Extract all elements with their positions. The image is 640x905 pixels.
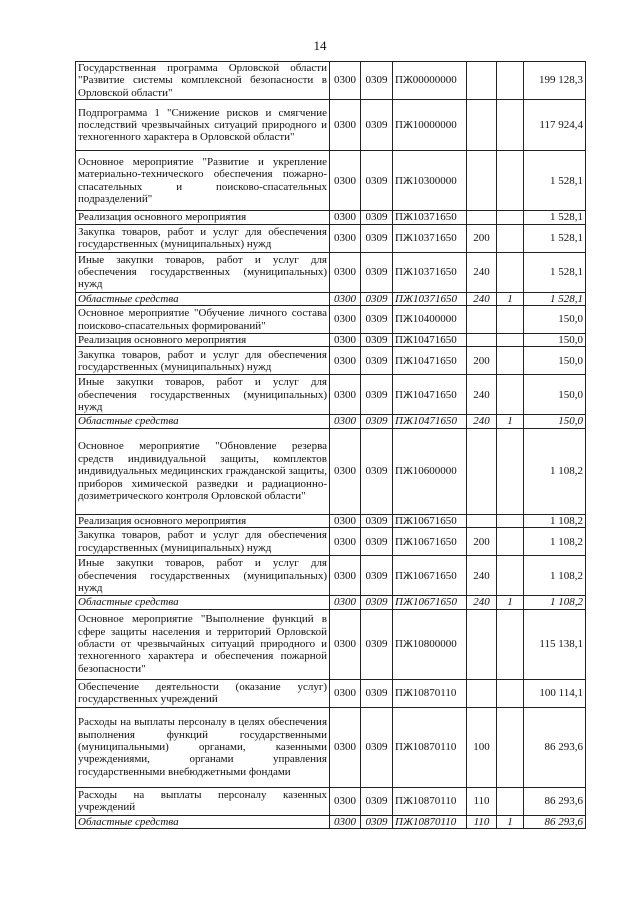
expense-type-cell: 240 xyxy=(467,252,497,292)
target-article-cell: ПЖ10671650 xyxy=(393,528,467,556)
section-code-cell: 0300 xyxy=(330,306,361,334)
subsection-code-cell: 0309 xyxy=(361,609,393,679)
subsection-code-cell: 0309 xyxy=(361,292,393,305)
section-code-cell: 0300 xyxy=(330,707,361,787)
target-article-cell: ПЖ10471650 xyxy=(393,415,467,428)
table-row xyxy=(76,334,586,347)
fund-source-cell xyxy=(497,347,524,375)
section-code-cell: 0300 xyxy=(330,528,361,556)
fund-source-cell xyxy=(497,375,524,415)
row-name-cell: Обеспечение деятельности (оказание услуг) государственных учреждений xyxy=(76,679,330,707)
amount-cell: 150,0 xyxy=(524,347,586,375)
section-code-cell: 0300 xyxy=(330,292,361,305)
row-name-cell: Основное мероприятие "Обновление резерва средств индивидуальной защиты, комплектов индивидуальных медицинских гражданской защиты, приборов химической разведки и радиационно-дозиметрического контроля Орловской области" xyxy=(76,428,330,514)
section-code-cell: 0300 xyxy=(330,609,361,679)
expense-type-cell: 240 xyxy=(467,596,497,609)
subsection-code-cell: 0309 xyxy=(361,707,393,787)
amount-cell: 1 528,1 xyxy=(524,151,586,211)
row-name-cell: Закупка товаров, работ и услуг для обеспечения государственных (муниципальных) нужд xyxy=(76,224,330,252)
row-name-cell: Областные средства xyxy=(76,292,330,305)
fund-source-cell xyxy=(497,62,524,100)
row-name-cell: Основное мероприятие "Развитие и укрепление материально-технического обеспечения пожарно-спасательных и поисково-спасательных подразделений" xyxy=(76,151,330,211)
row-name-cell: Реализация основного мероприятия xyxy=(76,211,330,224)
fund-source-cell xyxy=(497,306,524,334)
subsection-code-cell: 0309 xyxy=(361,415,393,428)
expense-type-cell xyxy=(467,62,497,100)
target-article-cell: ПЖ10371650 xyxy=(393,252,467,292)
expense-type-cell: 200 xyxy=(467,528,497,556)
amount-cell: 1 108,2 xyxy=(524,596,586,609)
subsection-code-cell: 0309 xyxy=(361,787,393,815)
target-article-cell: ПЖ10371650 xyxy=(393,292,467,305)
regional-funds-row xyxy=(76,292,586,305)
regional-funds-row xyxy=(76,415,586,428)
table-row xyxy=(76,679,586,707)
expense-type-cell xyxy=(467,211,497,224)
subsection-code-cell: 0309 xyxy=(361,211,393,224)
row-name-cell: Иные закупки товаров, работ и услуг для обеспечения государственных (муниципальных) нужд xyxy=(76,556,330,596)
row-name-cell: Закупка товаров, работ и услуг для обеспечения государственных (муниципальных) нужд xyxy=(76,347,330,375)
row-name-cell: Расходы на выплаты персоналу казенных учреждений xyxy=(76,787,330,815)
target-article-cell: ПЖ10671650 xyxy=(393,596,467,609)
amount-cell: 1 528,1 xyxy=(524,252,586,292)
row-name-cell: Основное мероприятие "Обучение личного состава поисково-спасательных формирований" xyxy=(76,306,330,334)
subsection-code-cell: 0309 xyxy=(361,679,393,707)
target-article-cell: ПЖ10000000 xyxy=(393,100,467,151)
table-row xyxy=(76,224,586,252)
fund-source-cell: 1 xyxy=(497,596,524,609)
table-row xyxy=(76,528,586,556)
expense-type-cell xyxy=(467,609,497,679)
table-row xyxy=(76,151,586,211)
fund-source-cell xyxy=(497,252,524,292)
fund-source-cell xyxy=(497,428,524,514)
table-row xyxy=(76,556,586,596)
fund-source-cell xyxy=(497,224,524,252)
row-name-cell: Расходы на выплаты персоналу в целях обеспечения выполнения функций государственными (муниципальными) органами, казенными учреждениями, органами управления государственными внебюджетными фондами xyxy=(76,707,330,787)
section-code-cell: 0300 xyxy=(330,347,361,375)
target-article-cell: ПЖ10870110 xyxy=(393,815,467,828)
section-code-cell: 0300 xyxy=(330,334,361,347)
row-name-cell: Закупка товаров, работ и услуг для обеспечения государственных (муниципальных) нужд xyxy=(76,528,330,556)
amount-cell: 199 128,3 xyxy=(524,62,586,100)
amount-cell: 86 293,6 xyxy=(524,787,586,815)
fund-source-cell: 1 xyxy=(497,415,524,428)
target-article-cell: ПЖ10471650 xyxy=(393,347,467,375)
row-name-cell: Иные закупки товаров, работ и услуг для обеспечения государственных (муниципальных) нужд xyxy=(76,375,330,415)
subsection-code-cell: 0309 xyxy=(361,528,393,556)
expense-type-cell: 240 xyxy=(467,415,497,428)
expense-type-cell xyxy=(467,428,497,514)
row-name-cell: Областные средства xyxy=(76,596,330,609)
target-article-cell: ПЖ10870110 xyxy=(393,679,467,707)
target-article-cell: ПЖ10870110 xyxy=(393,787,467,815)
fund-source-cell xyxy=(497,707,524,787)
fund-source-cell xyxy=(497,787,524,815)
row-name-cell: Иные закупки товаров, работ и услуг для обеспечения государственных (муниципальных) нужд xyxy=(76,252,330,292)
table-row xyxy=(76,252,586,292)
table-row xyxy=(76,428,586,514)
section-code-cell: 0300 xyxy=(330,224,361,252)
table-row xyxy=(76,707,586,787)
target-article-cell: ПЖ00000000 xyxy=(393,62,467,100)
expense-type-cell xyxy=(467,334,497,347)
target-article-cell: ПЖ10671650 xyxy=(393,556,467,596)
table-row xyxy=(76,787,586,815)
target-article-cell: ПЖ10371650 xyxy=(393,211,467,224)
amount-cell: 150,0 xyxy=(524,415,586,428)
fund-source-cell xyxy=(497,609,524,679)
amount-cell: 1 108,2 xyxy=(524,556,586,596)
row-name-cell: Подпрограмма 1 "Снижение рисков и смягчение последствий чрезвычайных ситуаций природного и техногенного характера в Орловской области" xyxy=(76,100,330,151)
section-code-cell: 0300 xyxy=(330,596,361,609)
row-name-cell: Областные средства xyxy=(76,815,330,828)
section-code-cell: 0300 xyxy=(330,375,361,415)
subsection-code-cell: 0309 xyxy=(361,347,393,375)
subsection-code-cell: 0309 xyxy=(361,428,393,514)
subsection-code-cell: 0309 xyxy=(361,100,393,151)
subsection-code-cell: 0309 xyxy=(361,62,393,100)
amount-cell: 1 528,1 xyxy=(524,211,586,224)
section-code-cell: 0300 xyxy=(330,100,361,151)
fund-source-cell xyxy=(497,679,524,707)
regional-funds-row xyxy=(76,815,586,828)
expense-type-cell: 110 xyxy=(467,815,497,828)
section-code-cell: 0300 xyxy=(330,815,361,828)
expense-type-cell: 240 xyxy=(467,292,497,305)
expense-type-cell: 200 xyxy=(467,347,497,375)
amount-cell: 117 924,4 xyxy=(524,100,586,151)
section-code-cell: 0300 xyxy=(330,556,361,596)
expense-type-cell: 100 xyxy=(467,707,497,787)
subsection-code-cell: 0309 xyxy=(361,334,393,347)
section-code-cell: 0300 xyxy=(330,211,361,224)
fund-source-cell xyxy=(497,100,524,151)
target-article-cell: ПЖ10300000 xyxy=(393,151,467,211)
row-name-cell: Реализация основного мероприятия xyxy=(76,334,330,347)
budget-table-body xyxy=(76,62,586,829)
target-article-cell: ПЖ10371650 xyxy=(393,224,467,252)
expense-type-cell: 240 xyxy=(467,375,497,415)
section-code-cell: 0300 xyxy=(330,428,361,514)
expense-type-cell xyxy=(467,514,497,527)
section-code-cell: 0300 xyxy=(330,514,361,527)
amount-cell: 150,0 xyxy=(524,375,586,415)
amount-cell: 1 108,2 xyxy=(524,514,586,527)
amount-cell: 150,0 xyxy=(524,334,586,347)
subsection-code-cell: 0309 xyxy=(361,596,393,609)
regional-funds-row xyxy=(76,596,586,609)
subsection-code-cell: 0309 xyxy=(361,306,393,334)
fund-source-cell: 1 xyxy=(497,815,524,828)
section-code-cell: 0300 xyxy=(330,415,361,428)
subsection-code-cell: 0309 xyxy=(361,514,393,527)
subsection-code-cell: 0309 xyxy=(361,556,393,596)
table-row xyxy=(76,514,586,527)
expense-type-cell xyxy=(467,100,497,151)
amount-cell: 86 293,6 xyxy=(524,815,586,828)
target-article-cell: ПЖ10870110 xyxy=(393,707,467,787)
amount-cell: 150,0 xyxy=(524,306,586,334)
amount-cell: 1 108,2 xyxy=(524,428,586,514)
table-row xyxy=(76,211,586,224)
amount-cell: 115 138,1 xyxy=(524,609,586,679)
expense-type-cell: 200 xyxy=(467,224,497,252)
section-code-cell: 0300 xyxy=(330,679,361,707)
section-code-cell: 0300 xyxy=(330,252,361,292)
row-name-cell: Реализация основного мероприятия xyxy=(76,514,330,527)
target-article-cell: ПЖ10800000 xyxy=(393,609,467,679)
target-article-cell: ПЖ10471650 xyxy=(393,334,467,347)
fund-source-cell xyxy=(497,334,524,347)
target-article-cell: ПЖ10600000 xyxy=(393,428,467,514)
expense-type-cell: 110 xyxy=(467,787,497,815)
target-article-cell: ПЖ10671650 xyxy=(393,514,467,527)
expense-type-cell xyxy=(467,306,497,334)
fund-source-cell xyxy=(497,528,524,556)
fund-source-cell xyxy=(497,514,524,527)
expense-type-cell: 240 xyxy=(467,556,497,596)
amount-cell: 86 293,6 xyxy=(524,707,586,787)
amount-cell: 100 114,1 xyxy=(524,679,586,707)
fund-source-cell xyxy=(497,556,524,596)
amount-cell: 1 528,1 xyxy=(524,224,586,252)
expense-type-cell xyxy=(467,679,497,707)
subsection-code-cell: 0309 xyxy=(361,224,393,252)
fund-source-cell xyxy=(497,151,524,211)
budget-table xyxy=(75,61,586,829)
amount-cell: 1 528,1 xyxy=(524,292,586,305)
fund-source-cell: 1 xyxy=(497,292,524,305)
amount-cell: 1 108,2 xyxy=(524,528,586,556)
table-row xyxy=(76,347,586,375)
fund-source-cell xyxy=(497,211,524,224)
subsection-code-cell: 0309 xyxy=(361,252,393,292)
section-code-cell: 0300 xyxy=(330,787,361,815)
subsection-code-cell: 0309 xyxy=(361,815,393,828)
table-row xyxy=(76,375,586,415)
section-code-cell: 0300 xyxy=(330,151,361,211)
table-row xyxy=(76,609,586,679)
section-code-cell: 0300 xyxy=(330,62,361,100)
table-row xyxy=(76,62,586,100)
subsection-code-cell: 0309 xyxy=(361,375,393,415)
page-number: 14 xyxy=(313,38,327,53)
table-row xyxy=(76,100,586,151)
subsection-code-cell: 0309 xyxy=(361,151,393,211)
expense-type-cell xyxy=(467,151,497,211)
row-name-cell: Областные средства xyxy=(76,415,330,428)
row-name-cell: Основное мероприятие "Выполнение функций в сфере защиты населения и территорий Орловской области от чрезвычайных ситуаций природного и техногенного характера и обеспечения пожарной безопасности" xyxy=(76,609,330,679)
table-row xyxy=(76,306,586,334)
target-article-cell: ПЖ10471650 xyxy=(393,375,467,415)
row-name-cell: Государственная программа Орловской области "Развитие системы комплексной безопасности в Орловской области" xyxy=(76,62,330,100)
target-article-cell: ПЖ10400000 xyxy=(393,306,467,334)
